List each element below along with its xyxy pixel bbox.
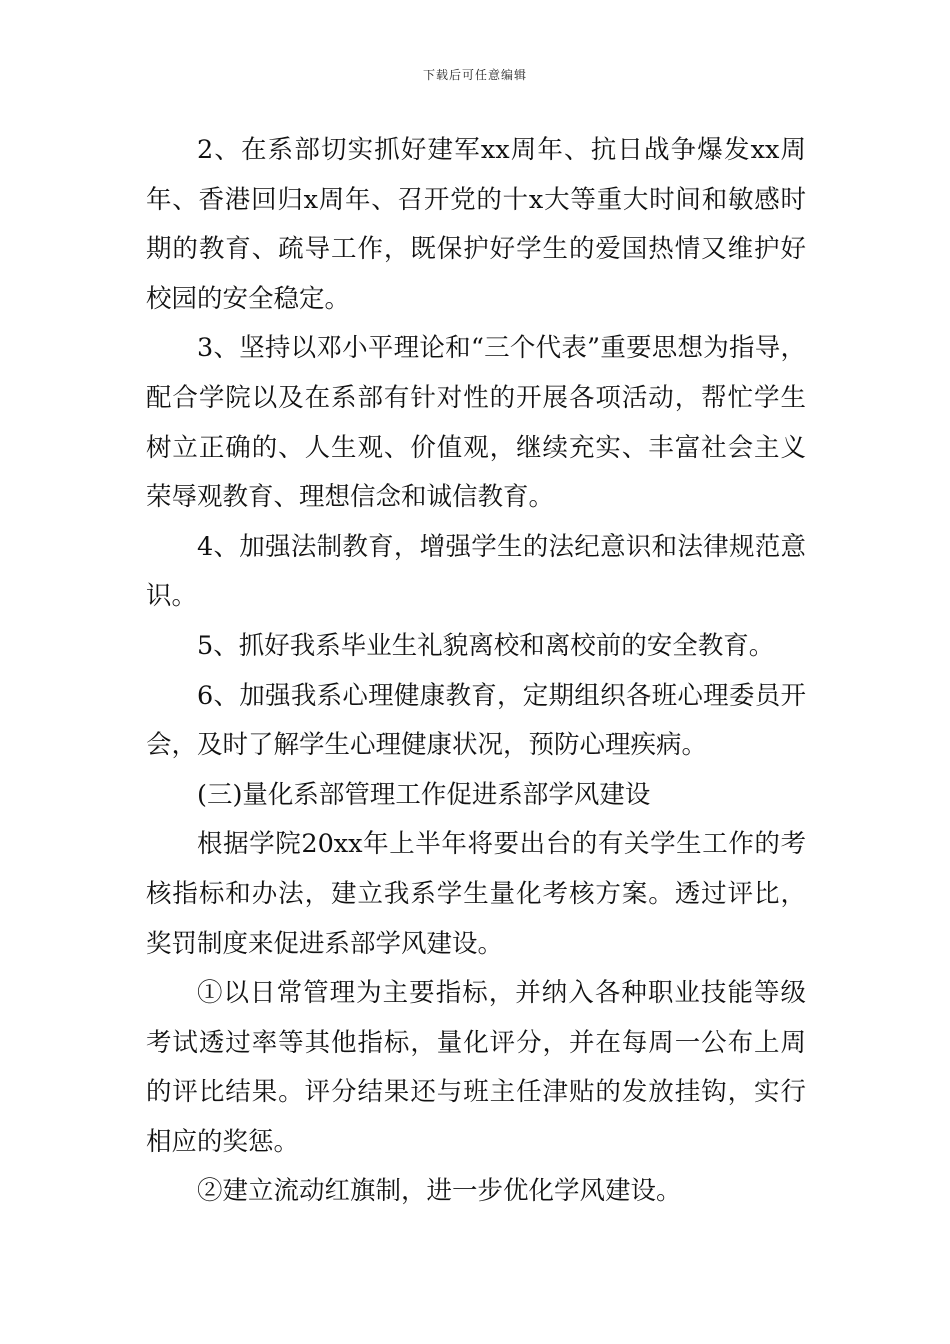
paragraph-item-4: 4、加强法制教育，增强学生的法纪意识和法律规范意识。 [146, 531, 806, 612]
paragraph-point-1: ①以日常管理为主要指标，并纳入各种职业技能等级考试透过率等其他指标，量化评分，并在每周一公布上周的评比结果。评分结果还与班主任津贴的发放挂钩，实行相应的奖惩。 [146, 978, 806, 1157]
section-heading: (三)量化系部管理工作促进系部学风建设 [197, 779, 651, 810]
paragraph-item-5: 5、抓好我系毕业生礼貌离校和离校前的安全教育。 [197, 630, 775, 661]
paragraph-point-2: ②建立流动红旗制，进一步优化学风建设。 [197, 1176, 682, 1207]
page-header: 下载后可任意编辑 [422, 68, 527, 82]
paragraph-intro: 根据学院20xx年上半年将要出台的有关学生工作的考核指标和办法，建立我系学生量化考核方案。透过评比，奖罚制度来促进系部学风建设。 [146, 829, 806, 959]
paragraph-item-3: 3、坚持以邓小平理论和“三个代表”重要思想为指导，配合学院以及在系部有针对性的开展各项活动，帮忙学生树立正确的、人生观、价值观，继续充实、丰富社会主义荣辱观教育、理想信念和诚信教育。 [146, 333, 806, 513]
document-body [146, 126, 806, 1217]
paragraph-item-6: 6、加强我系心理健康教育，定期组织各班心理委员开会，及时了解学生心理健康状况，预防心理疾病。 [146, 680, 806, 761]
paragraph-item-2: 2、在系部切实抓好建军xx周年、抗日战争爆发xx周年、香港回归x周年、召开党的十x大等重大时间和敏感时期的教育、疏导工作，既保护好学生的爱国热情又维护好校园的安全稳定。 [146, 135, 806, 314]
